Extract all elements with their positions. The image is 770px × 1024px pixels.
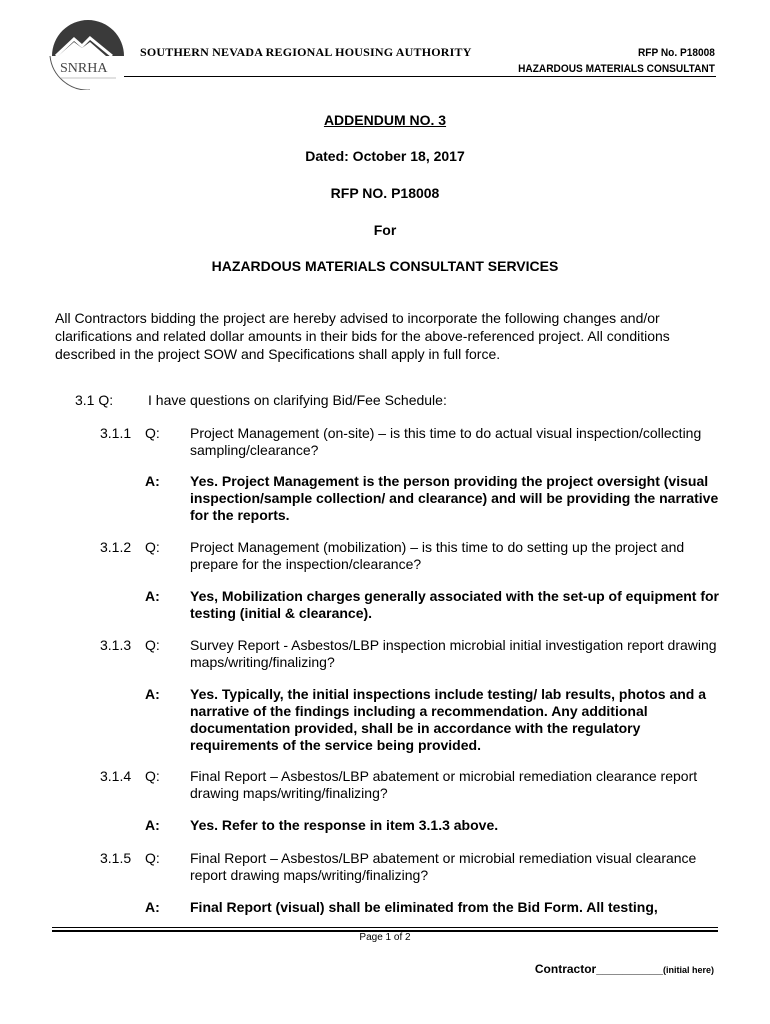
question-text: Survey Report - Asbestos/LBP inspection microbial initial investigation report drawing maps/writing/finalizing? [190,637,717,670]
question-label: Q: [145,425,160,441]
answer-text: Yes. Typically, the initial inspections include testing/ lab results, photos and a narrative of the findings including a recommendation. Any additional documentation provided, shall be in accordance with the regulatory requirements of the service being provided. [190,686,707,753]
contractor-initial-line [535,962,714,976]
question-text: Project Management (mobilization) – is this time to do setting up the project and prepare for the inspection/clearance? [190,539,685,572]
header-rfp-number: RFP No. P18008 [638,47,715,59]
services-title: HAZARDOUS MATERIALS CONSULTANT SERVICES [211,258,559,274]
question-label: Q: [145,768,160,784]
initial-blank: __________ [596,962,663,976]
answer-label: A: [145,588,160,604]
section-question: I have questions on clarifying Bid/Fee Schedule: [148,392,447,408]
answer-label: A: [145,899,160,915]
answer-text: Yes. Project Management is the person providing the project oversight (visual inspection/sample collection/ and clearance) and will be providing the narrative for the reports. [190,473,719,523]
intro-paragraph: All Contractors bidding the project are hereby advised to incorporate the following changes and/or clarifications and related dollar amounts in their bids for the above-referenced project. All conditions described in the project SOW and Specifications shall apply in full force. [55,310,670,362]
for-line: For [373,222,397,238]
question-label: Q: [145,539,160,555]
header-divider [124,76,716,77]
item-number: 3.1.4 [100,768,132,784]
item-number: 3.1.1 [100,425,132,441]
initial-here-note: (initial here) [662,965,714,975]
rfp-number-line: RFP NO. P18008 [330,185,440,201]
question-label: Q: [145,850,160,866]
footer-divider-thin [52,927,718,928]
question-text: Final Report – Asbestos/LBP abatement or microbial remediation visual clearance report drawing maps/writing/finalizing? [190,850,697,883]
question-text: Final Report – Asbestos/LBP abatement or microbial remediation clearance report drawing maps/writing/finalizing? [190,768,698,801]
section-number: 3.1 Q: [75,392,114,408]
contractor-label: Contractor [534,962,597,976]
logo-text: SNRHA [60,61,108,76]
question-text: Project Management (on-site) – is this time to do actual visual inspection/collecting sampling/clearance? [190,425,702,458]
answer-label: A: [145,473,160,489]
header-subtitle: HAZARDOUS MATERIALS CONSULTANT [518,63,715,75]
organization-name: SOUTHERN NEVADA REGIONAL HOUSING AUTHORITY [140,45,472,59]
answer-label: A: [145,686,160,702]
dated-line: Dated: October 18, 2017 [305,148,465,164]
question-label: Q: [145,637,160,653]
item-number: 3.1.3 [100,637,132,653]
item-number: 3.1.2 [100,539,132,555]
answer-text: Yes. Refer to the response in item 3.1.3 above. [190,817,499,833]
item-number: 3.1.5 [100,850,132,866]
answer-text: Yes, Mobilization charges generally associated with the set-up of equipment for testing (initial & clearance). [190,588,719,621]
snrha-logo [46,12,128,90]
addendum-title: ADDENDUM NO. 3 [323,112,447,128]
answer-text: Final Report (visual) shall be eliminated from the Bid Form. All testing, [190,899,658,915]
answer-label: A: [145,817,160,833]
page-number: Page 1 of 2 [359,932,411,943]
header-rfp-block [518,45,715,77]
